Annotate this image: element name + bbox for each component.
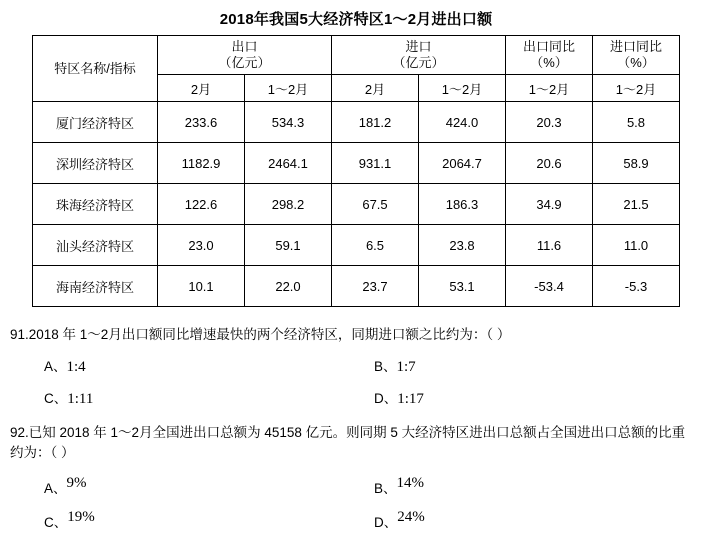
table-cell: 20.3 [506, 102, 593, 143]
table-cell: 23.0 [158, 225, 245, 266]
table-cell: 122.6 [158, 184, 245, 225]
table-cell: 6.5 [332, 225, 419, 266]
table-group-header-import [332, 36, 506, 75]
row-label: 海南经济特区 [33, 266, 158, 307]
group-header-line1: 进口 [405, 39, 432, 54]
document-page [0, 8, 712, 550]
option-value: 1:7 [396, 359, 416, 375]
table-cell: 1182.9 [158, 143, 245, 184]
option-label: C、 [44, 515, 68, 530]
question-91-options-row-1 [8, 355, 696, 377]
option-label: C、 [44, 391, 68, 406]
option-value: 9% [66, 475, 87, 491]
option-label: A、 [44, 481, 67, 496]
group-header-line2: （亿元） [218, 55, 271, 70]
option-label: B、 [374, 481, 397, 496]
table-cell: 53.1 [419, 266, 506, 307]
group-header-line2: （亿元） [392, 55, 445, 70]
table-cell: -53.4 [506, 266, 593, 307]
table-cell: 20.6 [506, 143, 593, 184]
table-cell: 59.1 [245, 225, 332, 266]
option-91-B[interactable] [374, 355, 416, 376]
economic-zones-table [32, 35, 680, 307]
table-cell: 67.5 [332, 184, 419, 225]
table-cell: 298.2 [245, 184, 332, 225]
option-91-C[interactable] [44, 387, 93, 408]
table-cell: 534.3 [245, 102, 332, 143]
row-label: 珠海经济特区 [33, 184, 158, 225]
group-header-line1: 进口同比 [609, 39, 662, 54]
table-header-row-main [33, 36, 680, 75]
row-label: 汕头经济特区 [33, 225, 158, 266]
table-cell: 22.0 [245, 266, 332, 307]
question-92-options [8, 477, 696, 537]
table-subheader: 1～2月 [593, 75, 680, 102]
question-91-text: 91.2018 年 1～2月出口额同比增速最快的两个经济特区，同期进口额之比约为：（ ） [10, 327, 511, 342]
table-row [33, 184, 680, 225]
option-label: B、 [374, 359, 397, 374]
option-value: 1:17 [397, 391, 424, 407]
table-cell: -5.3 [593, 266, 680, 307]
option-value: 24% [397, 509, 425, 525]
table-subheader: 2月 [332, 75, 419, 102]
table-group-header-export-yoy [506, 36, 593, 75]
questions-section [8, 325, 696, 537]
table-row [33, 143, 680, 184]
table-cell: 23.8 [419, 225, 506, 266]
group-header-line1: 出口同比 [522, 39, 575, 54]
option-92-D[interactable] [374, 511, 425, 532]
table-subheader: 1～2月 [506, 75, 593, 102]
option-label: A、 [44, 359, 67, 374]
table-cell: 23.7 [332, 266, 419, 307]
table-subheader: 1～2月 [245, 75, 332, 102]
group-header-line2: （%） [617, 55, 655, 70]
table-subheader: 2月 [158, 75, 245, 102]
table-corner-header: 特区名称/指标 [33, 36, 158, 102]
option-value: 14% [396, 475, 425, 491]
option-92-A[interactable] [44, 477, 87, 498]
option-label: D、 [374, 391, 398, 406]
option-91-A[interactable] [44, 355, 86, 376]
option-92-C[interactable] [44, 511, 95, 532]
table-row [33, 102, 680, 143]
table-cell: 5.8 [593, 102, 680, 143]
table-cell: 233.6 [158, 102, 245, 143]
table-cell: 181.2 [332, 102, 419, 143]
table-subheader: 1～2月 [419, 75, 506, 102]
table-cell: 11.0 [593, 225, 680, 266]
group-header-line2: （%） [530, 55, 568, 70]
table-row [33, 225, 680, 266]
option-91-D[interactable] [374, 387, 424, 408]
row-label: 厦门经济特区 [33, 102, 158, 143]
question-92-text: 92.已知 2018 年 1～2月全国进出口总额为 45158 亿元。则同期 5 大经济特区进出口总额占全国进出口总额的比重约为：（ ） [10, 425, 686, 460]
table-cell: 186.3 [419, 184, 506, 225]
row-label: 深圳经济特区 [33, 143, 158, 184]
page-title: 2018年我国5大经济特区1～2月进出口额 [219, 11, 493, 28]
table-cell: 2464.1 [245, 143, 332, 184]
table-group-header-import-yoy [593, 36, 680, 75]
group-header-line1: 出口 [231, 39, 258, 54]
table-cell: 10.1 [158, 266, 245, 307]
table-cell: 58.9 [593, 143, 680, 184]
table-cell: 424.0 [419, 102, 506, 143]
table-cell: 11.6 [506, 225, 593, 266]
table-cell: 34.9 [506, 184, 593, 225]
question-91-options-row-2 [8, 387, 696, 409]
option-value: 1:4 [66, 359, 86, 375]
table-cell: 2064.7 [419, 143, 506, 184]
table-group-header-export [158, 36, 332, 75]
option-value: 19% [67, 509, 95, 525]
table-row [33, 266, 680, 307]
table-cell: 931.1 [332, 143, 419, 184]
table-cell: 21.5 [593, 184, 680, 225]
option-label: D、 [374, 515, 398, 530]
option-92-B[interactable] [374, 477, 424, 498]
option-value: 1:11 [67, 391, 94, 407]
